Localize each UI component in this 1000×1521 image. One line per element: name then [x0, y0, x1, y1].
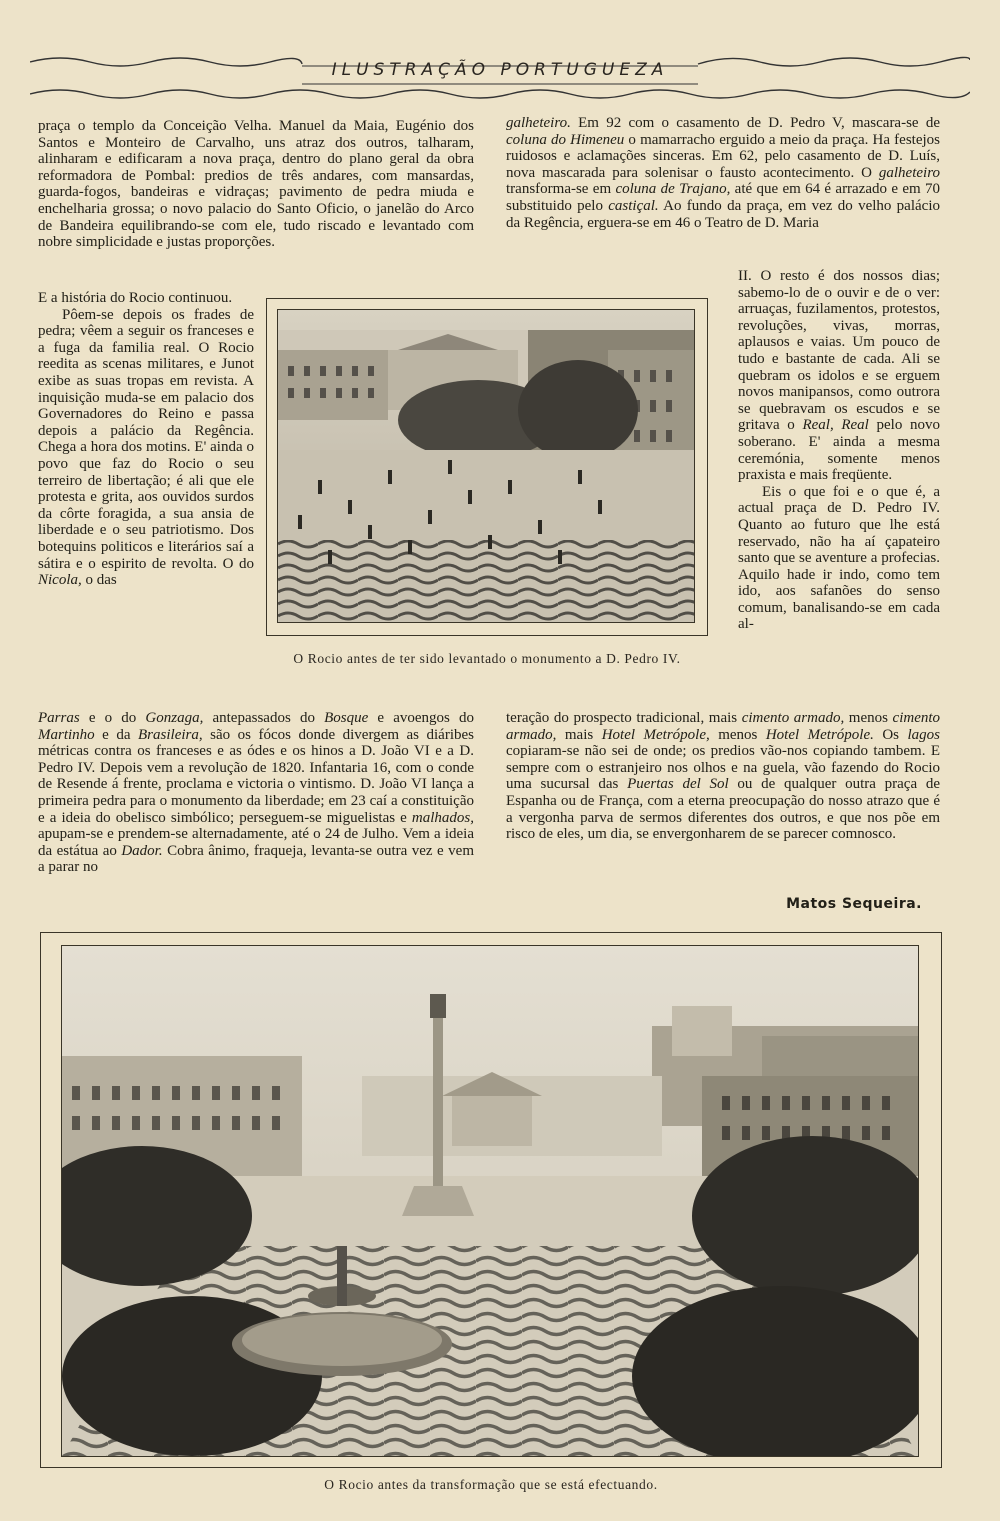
article-text-left-top	[38, 118, 474, 251]
rocio-modern-photo	[62, 946, 918, 1456]
text-run-italic: lagos	[907, 726, 940, 743]
paragraph	[506, 710, 940, 843]
text-run-italic: Bosque	[324, 710, 369, 726]
paragraph	[38, 710, 474, 876]
text-run-italic: Real, Real	[802, 417, 869, 434]
text-run: e o do	[79, 710, 146, 726]
text-run: são os fócos donde divergem as diáribes métricas contra os franceses e as ódes e os hinos a D. João VI e a D. Pedro IV. Depois vem a revolução de 1820. Infantaria 16, com o conde de Resende á frente, proclama e victoria o vintismo. D. João VI lança a primeira pedra para o monumento da liberdade; em 23 caí a constituição e a ideia do obelisco simbólico; perseguem-se miguelistas e	[38, 726, 474, 826]
top-photo-caption: O Rocio antes de ter sido levantado o monumento a D. Pedro IV.	[293, 651, 681, 666]
article-text-right-top	[506, 115, 940, 231]
text-run-italic: Gonzaga,	[145, 710, 204, 726]
text-run: Ao fundo da praça, em vez do velho palácio da Regência, erguera-se em 46 o Teatro de D. Maria	[506, 197, 940, 231]
text-run-italic: Hotel Metrópole,	[601, 726, 710, 743]
text-run: copiaram-se não sei de onde; os predios vão-nos copiando tambem. E sempre com o estranjeiro nos olhos e na guela, vão fazendo do Rocio uma sucursal das	[506, 743, 940, 793]
paragraph	[38, 307, 254, 589]
text-run-italic: castiçal.	[608, 197, 659, 214]
text-run-italic: Brasileira,	[138, 726, 203, 743]
top-photo-frame	[266, 298, 708, 666]
paragraph: Eis o que foi e o que é, a actual praça de D. Pedro IV. Quanto ao futuro que lhe está reservado, não ha aí çapateiro santo que se aventure a profecias. Aquilo hade ir indo, como tem ido, aos safanões do senso comum, banalisando-se em cada al-	[738, 483, 940, 633]
article-text-bottom-left	[38, 710, 474, 876]
text-run-italic: Parras	[38, 710, 80, 726]
text-run: ou de qualquer outra praça de Espanha ou de França, com a eterna preocupação do nosso atrazo que é a vergonha parva de sermos diferentes dos outros, e que nos põe em risco de eles, um dia, se envergonharem de se parecer comnosco.	[506, 776, 940, 843]
page-header	[30, 44, 970, 106]
top-photo	[277, 309, 695, 623]
author-signature: Matos Sequeira.	[786, 896, 922, 912]
text-run: o das	[85, 572, 117, 589]
text-run-italic: Hotel Metrópole.	[765, 726, 874, 743]
text-run: apupam-se e prendem-se alternadamente, até o 24 de Julho. Vem a ideia da estátua ao	[38, 826, 474, 859]
bottom-photo-frame	[40, 932, 942, 1492]
text-run: teração do prospecto tradicional, mais	[506, 710, 742, 726]
paragraph: E a história do Rocio continuou.	[38, 290, 233, 306]
text-run: transforma-se em	[506, 181, 616, 198]
text-run-italic: Martinho	[38, 726, 95, 743]
magazine-title: ILUSTRAÇÃO PORTUGUEZA	[331, 60, 669, 80]
text-run-italic: Dador.	[121, 842, 163, 859]
text-run-italic: malhados,	[411, 809, 474, 826]
paragraph: praça o templo da Conceição Velha. Manuel da Maia, Eugénio dos Santos e Monteiro de Carvalho, uns atraz dos outros, talharam, alinharam e edificaram a nova praça, dentro do plano geral da obra reformadora de Pombal: predios de três andares, com mansardas, guarda-fogos, bandeiras e vidraças; pavimento de pedra miuda e enchelharia grossa; o novo palacio do Santo Oficio, o janelão do Arco de Bandeira equilibrando-se com ele, tudo riscado e levantado com nobre simplicidade e justas proporções.	[38, 118, 474, 251]
text-run-italic: coluna do Himeneu	[506, 131, 625, 148]
text-run: II. O resto é dos nossos dias; sabemo-lo de o ouvir e de o ver: arruaças, fuzilamentos, protestos, revoluções, vivas, morras, aplausos e vaias. Um pouco de tudo e bastante de cada. Ali se quebram os idolos e se erguem novos manipansos, como outrora se quebravam os escudos e se gritava o	[738, 268, 940, 434]
text-run: Cobra ânimo, fraqueja, levanta-se outra vez e vem a parar no	[38, 842, 474, 876]
text-run: pelo novo soberano. E' ainda a mesma ceremónia, somente menos praxista e mais freqüente.	[738, 417, 940, 484]
text-run-italic: coluna de Trajano,	[615, 181, 731, 198]
text-run-italic: galheteiro	[878, 164, 940, 181]
paragraph	[738, 268, 940, 484]
text-run: o mamarracho erguido a meio da praça. Ha festejos ruidosos e aclamações sinceras. Em 62, pelo casamento de D. Luís, nova mascarada para solenisar o fausto acontecimento. O	[506, 131, 940, 181]
text-run: e da	[94, 726, 139, 743]
article-text-right-narrow	[738, 268, 940, 633]
text-run: Os	[873, 726, 908, 743]
text-run: Em 92 com o casamento de D. Pedro V, mascara-se de	[570, 115, 940, 131]
text-run: mais	[556, 726, 602, 743]
text-run-italic: cimento armado,	[506, 710, 941, 743]
text-run-italic: cimento armado,	[741, 710, 845, 726]
article-text-bottom-right	[506, 710, 940, 843]
article-text-left-narrow	[38, 290, 254, 589]
text-run: e avoengos do	[368, 710, 475, 726]
bottom-photo	[61, 945, 919, 1457]
text-run-italic: Nicola,	[38, 572, 82, 589]
text-run: até que em 64 é arrazado e em 70 substituido pelo	[506, 181, 940, 214]
text-run: Pôem-se depois os frades de pedra; vêem a seguir os franceses e a fuga da familia real. O Rocio reedita as scenas militares, e Junot exibe as suas tropas em revista. A inquisição muda-se em palacio dos Governadores do Reino e passa depois a palácio da Regência. Chega a hora dos motins. E' ainda o povo que faz do Rocio o seu terreiro de libertação; é ali que ele protesta e grita, aos ouvidos surdos da côrte foragida, a sua ansia de liberdade e o seu patriotismo. Dos botequins politicos e literários saí a sátira e o espirito de revolta. O do	[38, 306, 254, 572]
bottom-photo-caption: O Rocio antes da transformação que se está efectuando.	[324, 1477, 658, 1492]
text-run: menos	[844, 710, 893, 726]
paragraph	[506, 115, 940, 231]
text-run: menos	[709, 726, 766, 743]
text-run-italic: galheteiro.	[506, 115, 571, 131]
rocio-old-photo	[278, 310, 694, 622]
text-run: antepassados do	[203, 710, 325, 726]
text-run-italic: Puertas del Sol	[627, 776, 729, 793]
